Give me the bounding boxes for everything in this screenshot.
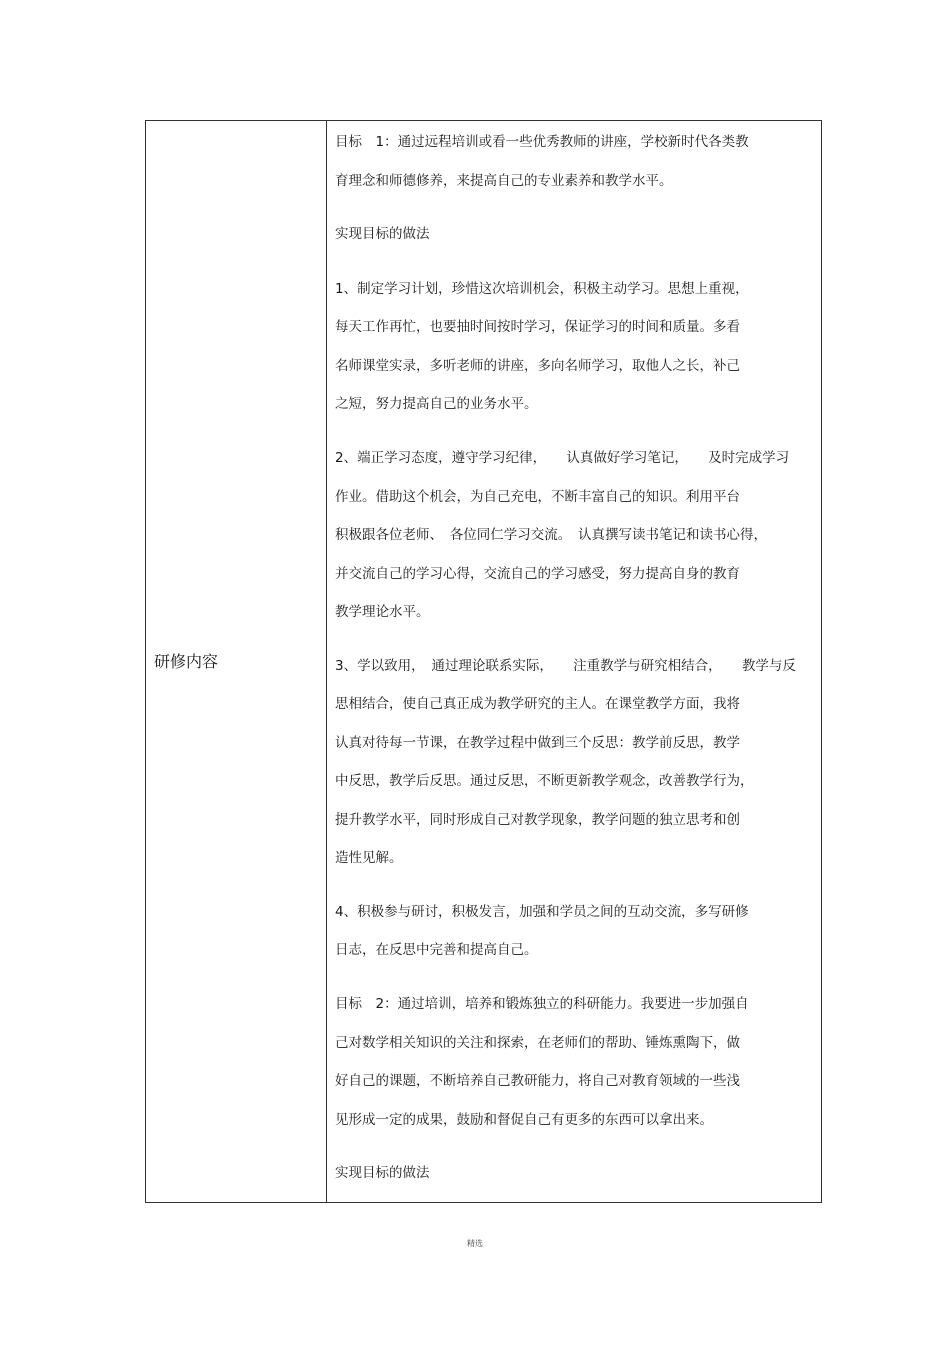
paragraph-line: 目标 2：通过培训，培养和锻炼独立的科研能力。我要进一步加强自 [335,996,749,1012]
paragraph-line: 目标 1：通过远程培训或看一些优秀教师的讲座，学校新时代各类教 [335,134,749,150]
paragraph-line: 思相结合，使自己真正成为教学研究的主人。在课堂教学方面，我将 [335,696,740,712]
paragraph-line: 实现目标的做法 [335,226,430,242]
paragraph-line: 好自己的课题，不断培养自己教研能力，将自己对教育领域的一些浅 [335,1073,740,1089]
paragraph-line: 积极跟各位老师、 各位同仁学习交流。 认真撰写读书笔记和读书心得， [335,527,767,543]
paragraph-line: 2、端正学习态度，遵守学习纪律， 认真做好学习笔记， 及时完成学习 [335,450,790,466]
paragraph-line: 提升教学水平，同时形成自己对教学现象，教学问题的独立思考和创 [335,812,740,828]
label-cell [146,121,327,1202]
paragraph-line: 教学理论水平。 [335,604,430,620]
paragraph-line: 认真对待每一节课，在教学过程中做到三个反思：教学前反思，教学 [335,735,740,751]
paragraph-line: 名师课堂实录，多听老师的讲座，多向名师学习，取他人之长，补己 [335,358,740,374]
section-label: 研修内容 [154,652,219,671]
paragraph-line: 每天工作再忙，也要抽时间按时学习，保证学习的时间和质量。多看 [335,319,740,335]
paragraph-line: 日志，在反思中完善和提高自己。 [335,942,538,958]
paragraph-line: 并交流自己的学习心得，交流自己的学习感受，努力提高自身的教育 [335,566,740,582]
paragraph-line: 3、学以致用， 通过理论联系实际， 注重教学与研究相结合， 教学与反 [335,658,796,674]
content-cell [327,121,821,1202]
paragraph-line: 4、积极参与研讨，积极发言，加强和学员之间的互动交流，多写研修 [335,904,749,920]
paragraph-line: 见形成一定的成果，鼓励和督促自己有更多的东西可以拿出来。 [335,1112,713,1128]
paragraph-line: 实现目标的做法 [335,1165,430,1181]
paragraph-line: 育理念和师德修养，来提高自己的专业素养和教学水平。 [335,173,673,189]
paragraph-line: 1、制定学习计划，珍惜这次培训机会，积极主动学习。思想上重视， [335,281,749,297]
paragraph-line: 造性见解。 [335,850,403,866]
page-footer: 精选 [467,1239,483,1248]
content-table [145,120,822,1203]
paragraph-line: 之短，努力提高自己的业务水平。 [335,396,538,412]
paragraph-line: 作业。借助这个机会，为自己充电，不断丰富自己的知识。利用平台 [335,489,740,505]
paragraph-line: 己对数学相关知识的关注和探索，在老师们的帮助、锤炼熏陶下，做 [335,1035,740,1051]
paragraph-line: 中反思，教学后反思。通过反思，不断更新教学观念，改善教学行为， [335,773,754,789]
